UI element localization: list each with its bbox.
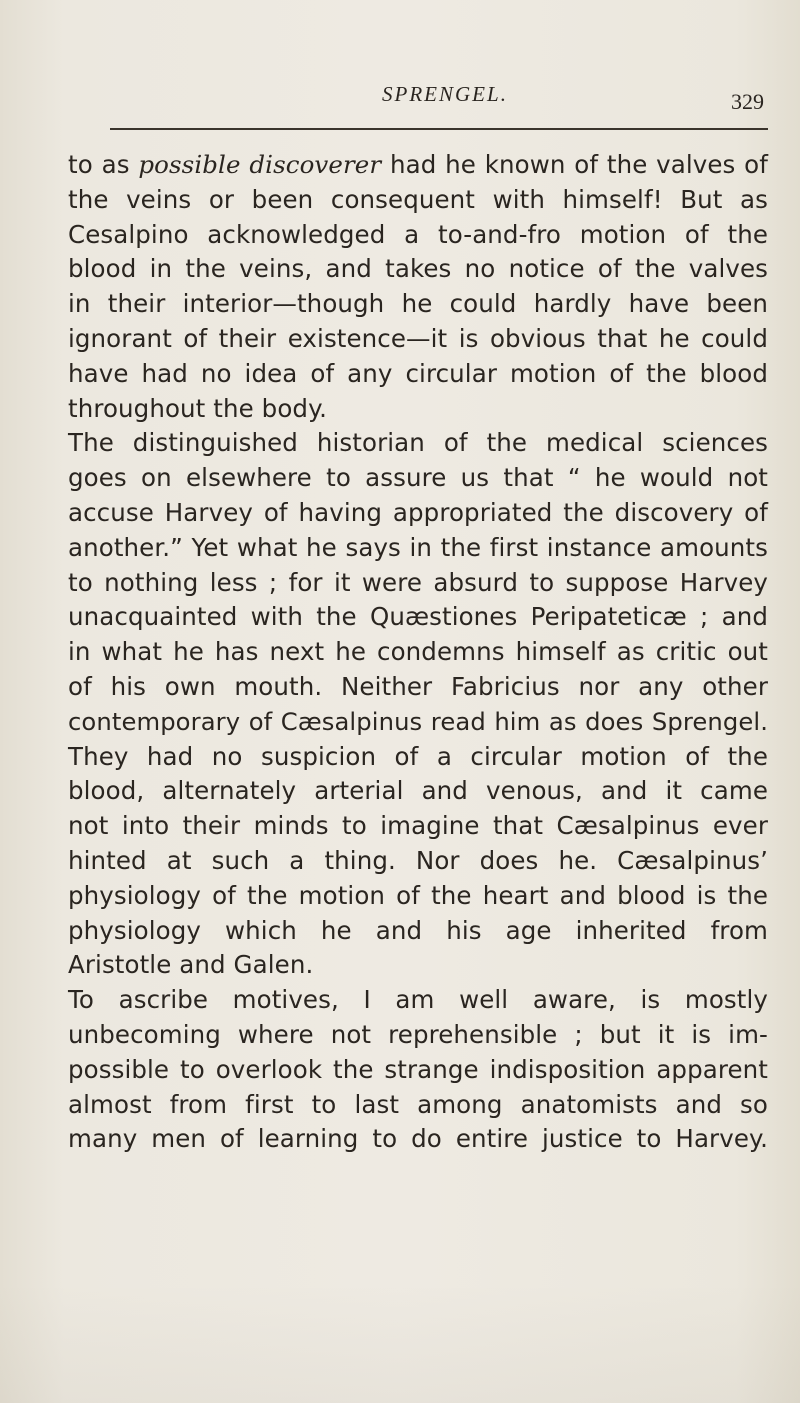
text-fragment: had he known of the valves of (381, 150, 768, 179)
text-line: They had no suspicion of a circular motion of the (68, 741, 768, 771)
text-line: Cesalpino acknowledged a to-and-fro motion of the (68, 219, 768, 249)
text-line: contemporary of Cæsalpinus read him as does Sprengel. (68, 706, 768, 736)
body-text (68, 148, 768, 1157)
header-rule (110, 128, 768, 130)
text-line: blood in the veins, and takes no notice of the valves (68, 254, 768, 284)
text-line: Aristotle and Galen. (68, 950, 314, 980)
text-line: of his own mouth. Neither Fabricius nor any other (68, 671, 768, 701)
text-line: unacquainted with the Quæstiones Peripateticæ ; and (68, 602, 768, 632)
text-line: ignorant of their existence—it is obvious that he could (68, 323, 768, 353)
text-line: not into their minds to imagine that Cæsalpinus ever (68, 811, 768, 841)
text-line: accuse Harvey of having appropriated the discovery of (68, 497, 768, 527)
text-line: To ascribe motives, I am well aware, is mostly (68, 985, 768, 1015)
text-line: unbecoming where not reprehensible ; but it is im- (68, 1019, 768, 1049)
text-line: another.” Yet what he says in the first instance amounts (68, 532, 768, 562)
text-line: blood, alternately arterial and venous, and it came (68, 776, 768, 806)
text-fragment: to as (68, 150, 139, 179)
text-line: hinted at such a thing. Nor does he. Cæsalpinus’ (68, 845, 768, 875)
text-line: possible to overlook the strange indisposition apparent (68, 1054, 768, 1084)
italic-phrase: possible discoverer (138, 150, 382, 179)
text-line: to nothing less ; for it were absurd to suppose Harvey (68, 567, 768, 597)
text-line: physiology which he and his age inherited from (68, 915, 768, 945)
text-line: physiology of the motion of the heart and blood is the (68, 880, 768, 910)
text-line: The distinguished historian of the medical sciences (68, 428, 768, 458)
running-title: SPRENGEL. (382, 82, 508, 106)
page-number: 329 (731, 89, 764, 114)
text-line (68, 148, 768, 183)
text-line: goes on elsewhere to assure us that “ he would not (68, 463, 768, 493)
text-line: the veins or been consequent with himself! But as (68, 184, 768, 214)
text-line: almost from first to last among anatomists and so (68, 1089, 768, 1119)
text-line: throughout the body. (68, 393, 328, 423)
text-line: in what he has next he condemns himself as critic out (68, 637, 768, 667)
text-line: many men of learning to do entire justice to Harvey. (68, 1124, 768, 1154)
text-line: have had no idea of any circular motion of the blood (68, 358, 768, 388)
text-line: in their interior—though he could hardly have been (68, 289, 768, 319)
page-shading (0, 1283, 800, 1403)
running-head (130, 82, 764, 122)
